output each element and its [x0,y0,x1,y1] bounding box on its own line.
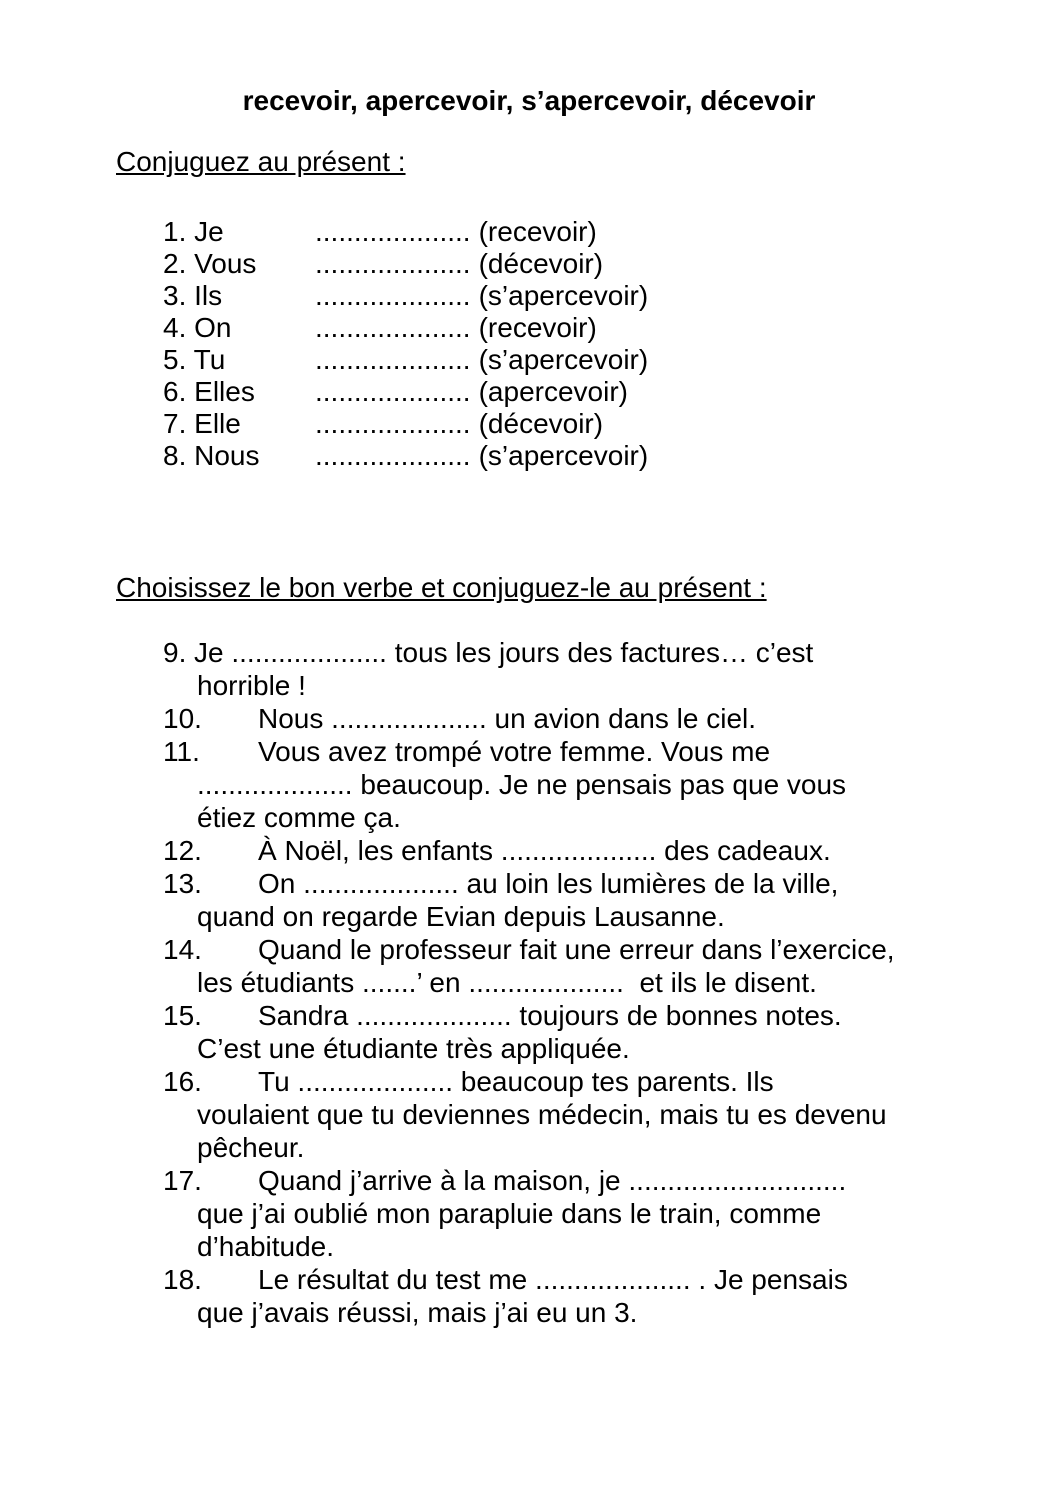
item-line-text: Le résultat du test me .................... . Je pensais [258,1264,848,1295]
row-number: 2. [163,248,187,279]
conjugation-row [163,376,1058,408]
row-label [163,248,315,280]
row-verb: (s’apercevoir) [478,280,649,311]
item-line-text: quand on regarde Evian depuis Lausanne. [197,901,725,932]
exercise-item [163,1065,1058,1164]
item-line [163,702,1058,735]
exercise-item [163,1164,1058,1263]
item-line-text: Sandra .................... toujours de bonnes notes. [258,1000,842,1031]
item-number: 13. [163,868,202,899]
item-line-text: horrible ! [197,670,306,701]
item-line-text: Je .................... tous les jours des factures… c’est [194,637,814,668]
row-verb: (décevoir) [478,408,604,439]
section-b-heading: Choisissez le bon verbe et conjuguez-le au présent : [116,572,767,603]
exercise-item [163,1263,1058,1329]
item-line [163,1032,1058,1065]
row-pronoun: On [194,312,232,343]
row-blank: .................... [315,376,471,407]
row-pronoun: Elles [194,376,255,407]
item-line [163,669,1058,702]
row-verb: (s’apercevoir) [478,440,649,471]
section-a-heading: Conjuguez au présent : [116,146,406,177]
item-line [163,1164,1058,1197]
item-line-text: Nous .................... un avion dans le ciel. [258,703,757,734]
row-pronoun: Tu [193,344,226,375]
conjugation-row [163,344,1058,376]
conjugation-row [163,440,1058,472]
item-line-text: Quand le professeur fait une erreur dans l’exercice, [258,934,895,965]
exercise-item [163,636,1058,702]
item-number: 11. [163,736,200,767]
item-line [163,1065,1058,1098]
item-line-text: que j’ai oublié mon parapluie dans le train, comme [197,1198,822,1229]
row-pronoun: Ils [194,280,223,311]
item-number: 12. [163,835,202,866]
item-number: 14. [163,934,202,965]
item-line [163,801,1058,834]
item-number: 18. [163,1264,202,1295]
row-number: 8. [163,440,187,471]
row-label [163,216,315,248]
row-verb: (décevoir) [478,248,604,279]
item-line-text: pêcheur. [197,1132,305,1163]
item-line [163,1263,1058,1296]
item-line-text: voulaient que tu deviennes médecin, mais tu es devenu [197,1099,887,1130]
row-number: 6. [163,376,187,407]
row-label [163,280,315,312]
row-verb: (s’apercevoir) [478,344,649,375]
row-pronoun: Je [194,216,224,247]
row-pronoun: Vous [194,248,257,279]
item-line [163,834,1058,867]
exercise-item [163,999,1058,1065]
conjugation-row [163,408,1058,440]
item-line-text: les étudiants .......’ en .................... et ils le disent. [197,967,817,998]
item-line-text: C’est une étudiante très appliquée. [197,1033,630,1064]
row-number: 4. [163,312,187,343]
item-line [163,1296,1058,1329]
exercise-item [163,834,1058,867]
item-line [163,999,1058,1032]
row-pronoun: Elle [194,408,241,439]
row-label [163,312,315,344]
item-line [163,735,1058,768]
row-blank: .................... [315,408,471,439]
row-verb: (recevoir) [478,216,597,247]
exercise-item [163,735,1058,834]
exercise-item [163,867,1058,933]
item-line [163,1197,1058,1230]
item-line [163,636,1058,669]
item-line [163,1230,1058,1263]
conjugation-list [163,216,1058,472]
row-pronoun: Nous [194,440,260,471]
row-label [163,408,315,440]
item-line-text: .................... beaucoup. Je ne pensais pas que vous [197,769,847,800]
item-line-text: Quand j’arrive à la maison, je ............................ [258,1165,847,1196]
row-verb: (apercevoir) [478,376,628,407]
item-line [163,900,1058,933]
item-line [163,1131,1058,1164]
page-title: recevoir, apercevoir, s’apercevoir, décevoir [242,85,816,116]
conjugation-row [163,312,1058,344]
row-blank: .................... [315,312,471,343]
row-blank: .................... [315,248,471,279]
item-line [163,1098,1058,1131]
item-line-text: d’habitude. [197,1231,335,1262]
conjugation-row [163,216,1058,248]
item-number: 17. [163,1165,202,1196]
row-blank: .................... [315,280,471,311]
item-line-text: étiez comme ça. [197,802,401,833]
row-blank: .................... [315,440,471,471]
exercise-list [163,636,1058,1329]
item-line [163,867,1058,900]
conjugation-row [163,280,1058,312]
item-line-text: À Noël, les enfants .................... des cadeaux. [258,835,831,866]
row-number: 1. [163,216,187,247]
row-verb: (recevoir) [478,312,597,343]
exercise-item [163,702,1058,735]
row-label [163,440,315,472]
row-label [163,376,315,408]
row-blank: .................... [315,344,471,375]
item-line [163,768,1058,801]
item-line [163,966,1058,999]
item-line-text: Tu .................... beaucoup tes parents. Ils [258,1066,774,1097]
item-line [163,933,1058,966]
row-number: 7. [163,408,187,439]
item-number: 10. [163,703,202,734]
item-line-text: que j’avais réussi, mais j’ai eu un 3. [197,1297,638,1328]
item-line-text: On .................... au loin les lumières de la ville, [258,868,839,899]
conjugation-row [163,248,1058,280]
row-label [163,344,315,376]
row-blank: .................... [315,216,471,247]
row-number: 3. [163,280,187,311]
item-number: 16. [163,1066,202,1097]
item-line-text: Vous avez trompé votre femme. Vous me [258,736,771,767]
item-number: 9. [163,637,187,668]
row-number: 5. [163,344,187,375]
exercise-item [163,933,1058,999]
item-number: 15. [163,1000,202,1031]
